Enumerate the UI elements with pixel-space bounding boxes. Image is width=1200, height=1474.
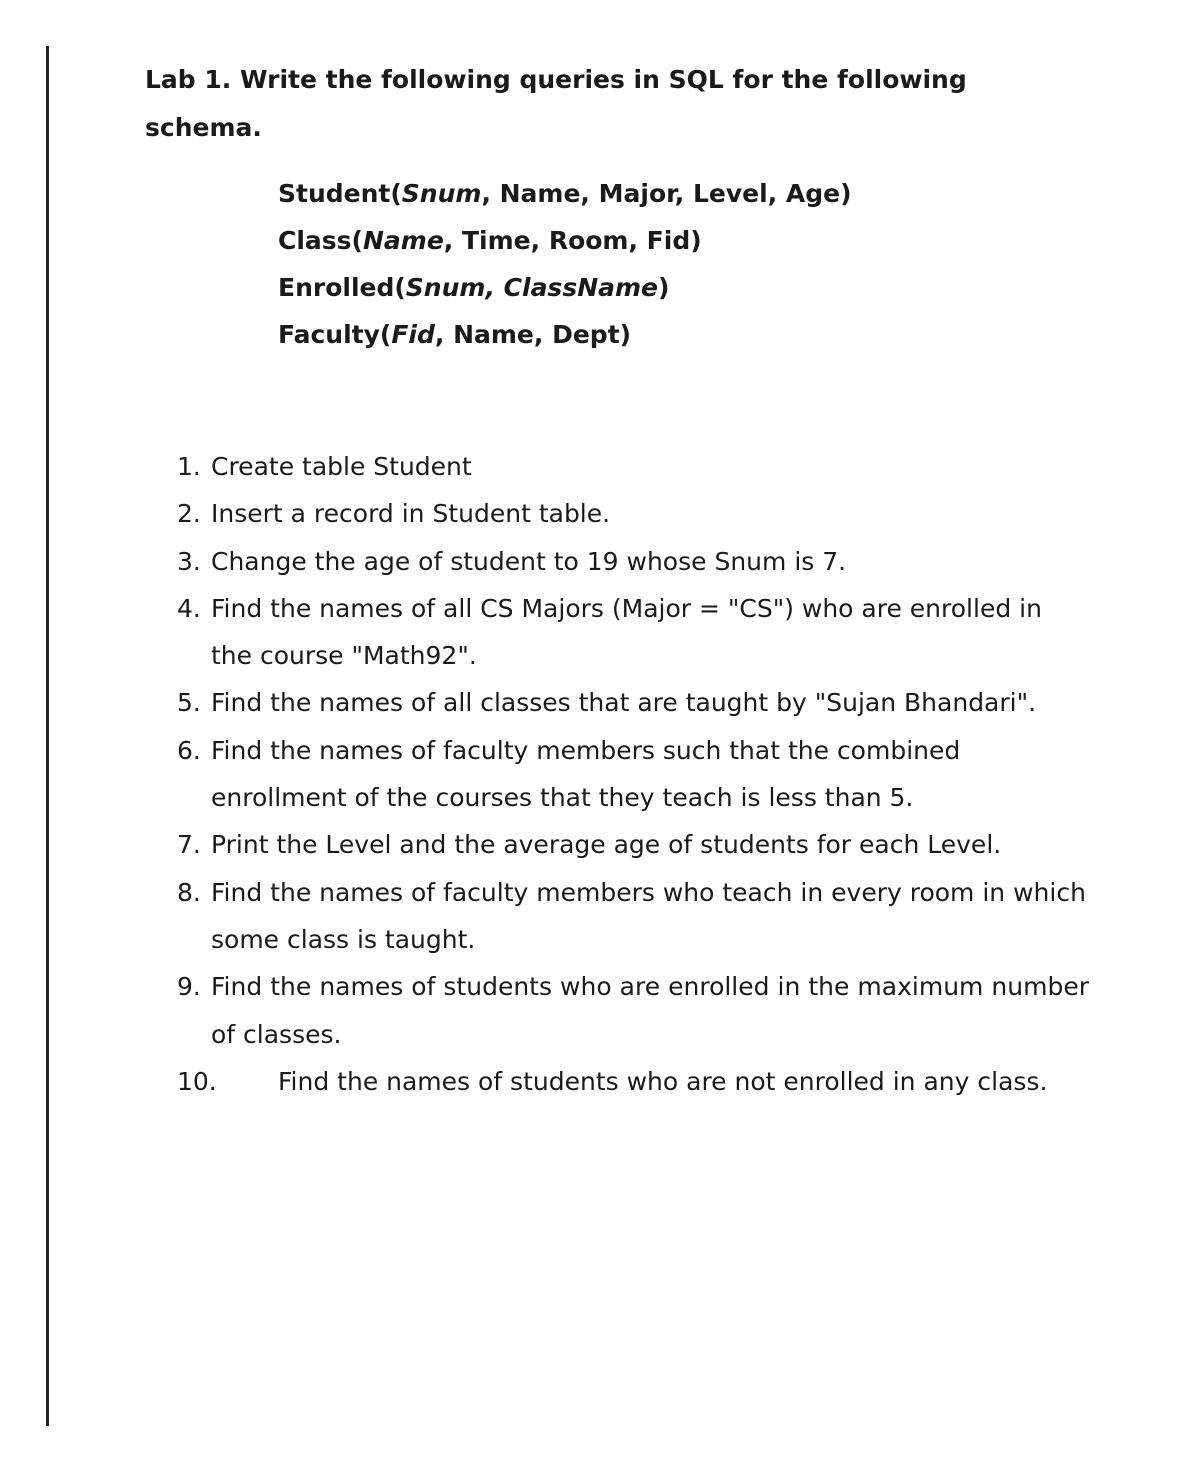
question-item: [177, 679, 1089, 726]
question-item: [177, 869, 1089, 964]
question-number: 2.: [177, 499, 201, 529]
question-number: 6.: [177, 735, 201, 765]
question-text: Find the names of faculty members such that the combined enrollment of the courses that they teach is less than 5.: [211, 735, 961, 813]
relation-attributes: , Time, Room, Fid): [443, 226, 702, 255]
question-item: [177, 585, 1089, 680]
relation-attributes: , Name, Major, Level, Age): [481, 179, 852, 208]
question-text: Print the Level and the average age of students for each Level.: [211, 830, 1002, 860]
question-number: 3.: [177, 546, 201, 576]
primary-key: Fid: [391, 320, 435, 349]
schema-relation-faculty: [278, 311, 852, 358]
question-item: [177, 443, 1089, 490]
question-item: [177, 727, 1089, 822]
question-item: [177, 963, 1089, 1058]
question-text: Find the names of all classes that are taught by "Sujan Bhandari".: [211, 688, 1037, 718]
page-title: Lab 1. Write the following queries in SQL for the following schema.: [145, 65, 967, 142]
question-text: Find the names of students who are enrolled in the maximum number of classes.: [211, 972, 1089, 1049]
relation-name: Student(: [278, 179, 402, 208]
left-margin-rule: [46, 46, 49, 1426]
question-number: 1.: [177, 452, 201, 481]
primary-key: Snum: [401, 179, 482, 208]
question-text: Change the age of student to 19 whose Snum is 7.: [211, 546, 847, 576]
schema-relation-student: [278, 170, 852, 217]
question-item: [177, 1058, 1089, 1105]
relation-attributes: , Name, Dept): [434, 320, 632, 349]
question-number: 8.: [177, 877, 201, 907]
relation-name: Faculty(: [278, 320, 392, 349]
question-number: 10.: [177, 1066, 217, 1096]
question-text: Insert a record in Student table.: [211, 499, 611, 529]
question-number: 9.: [177, 972, 201, 1002]
primary-key: Name: [362, 226, 444, 255]
schema-list: [278, 170, 852, 358]
question-number: 4.: [177, 593, 201, 623]
relation-name: Enrolled(: [278, 273, 406, 302]
question-item: [177, 490, 1089, 537]
question-text: Find the names of all CS Majors (Major = "CS") who are enrolled in the course "Math92".: [211, 593, 1042, 671]
relation-attributes: ): [658, 273, 670, 302]
question-text: Find the names of faculty members who teach in every room in which some class is taught.: [211, 877, 1086, 954]
question-text: Find the names of students who are not enrolled in any class.: [278, 1066, 1048, 1096]
primary-key: Snum, ClassName: [405, 273, 658, 302]
question-item: [177, 538, 1089, 585]
schema-relation-enrolled: [278, 264, 852, 311]
question-number: 5.: [177, 688, 201, 718]
schema-relation-class: [278, 217, 852, 264]
question-text: Create table Student: [211, 452, 472, 481]
question-list: [177, 443, 1089, 1105]
question-number: 7.: [177, 830, 201, 860]
relation-name: Class(: [278, 226, 363, 255]
question-item: [177, 821, 1089, 868]
